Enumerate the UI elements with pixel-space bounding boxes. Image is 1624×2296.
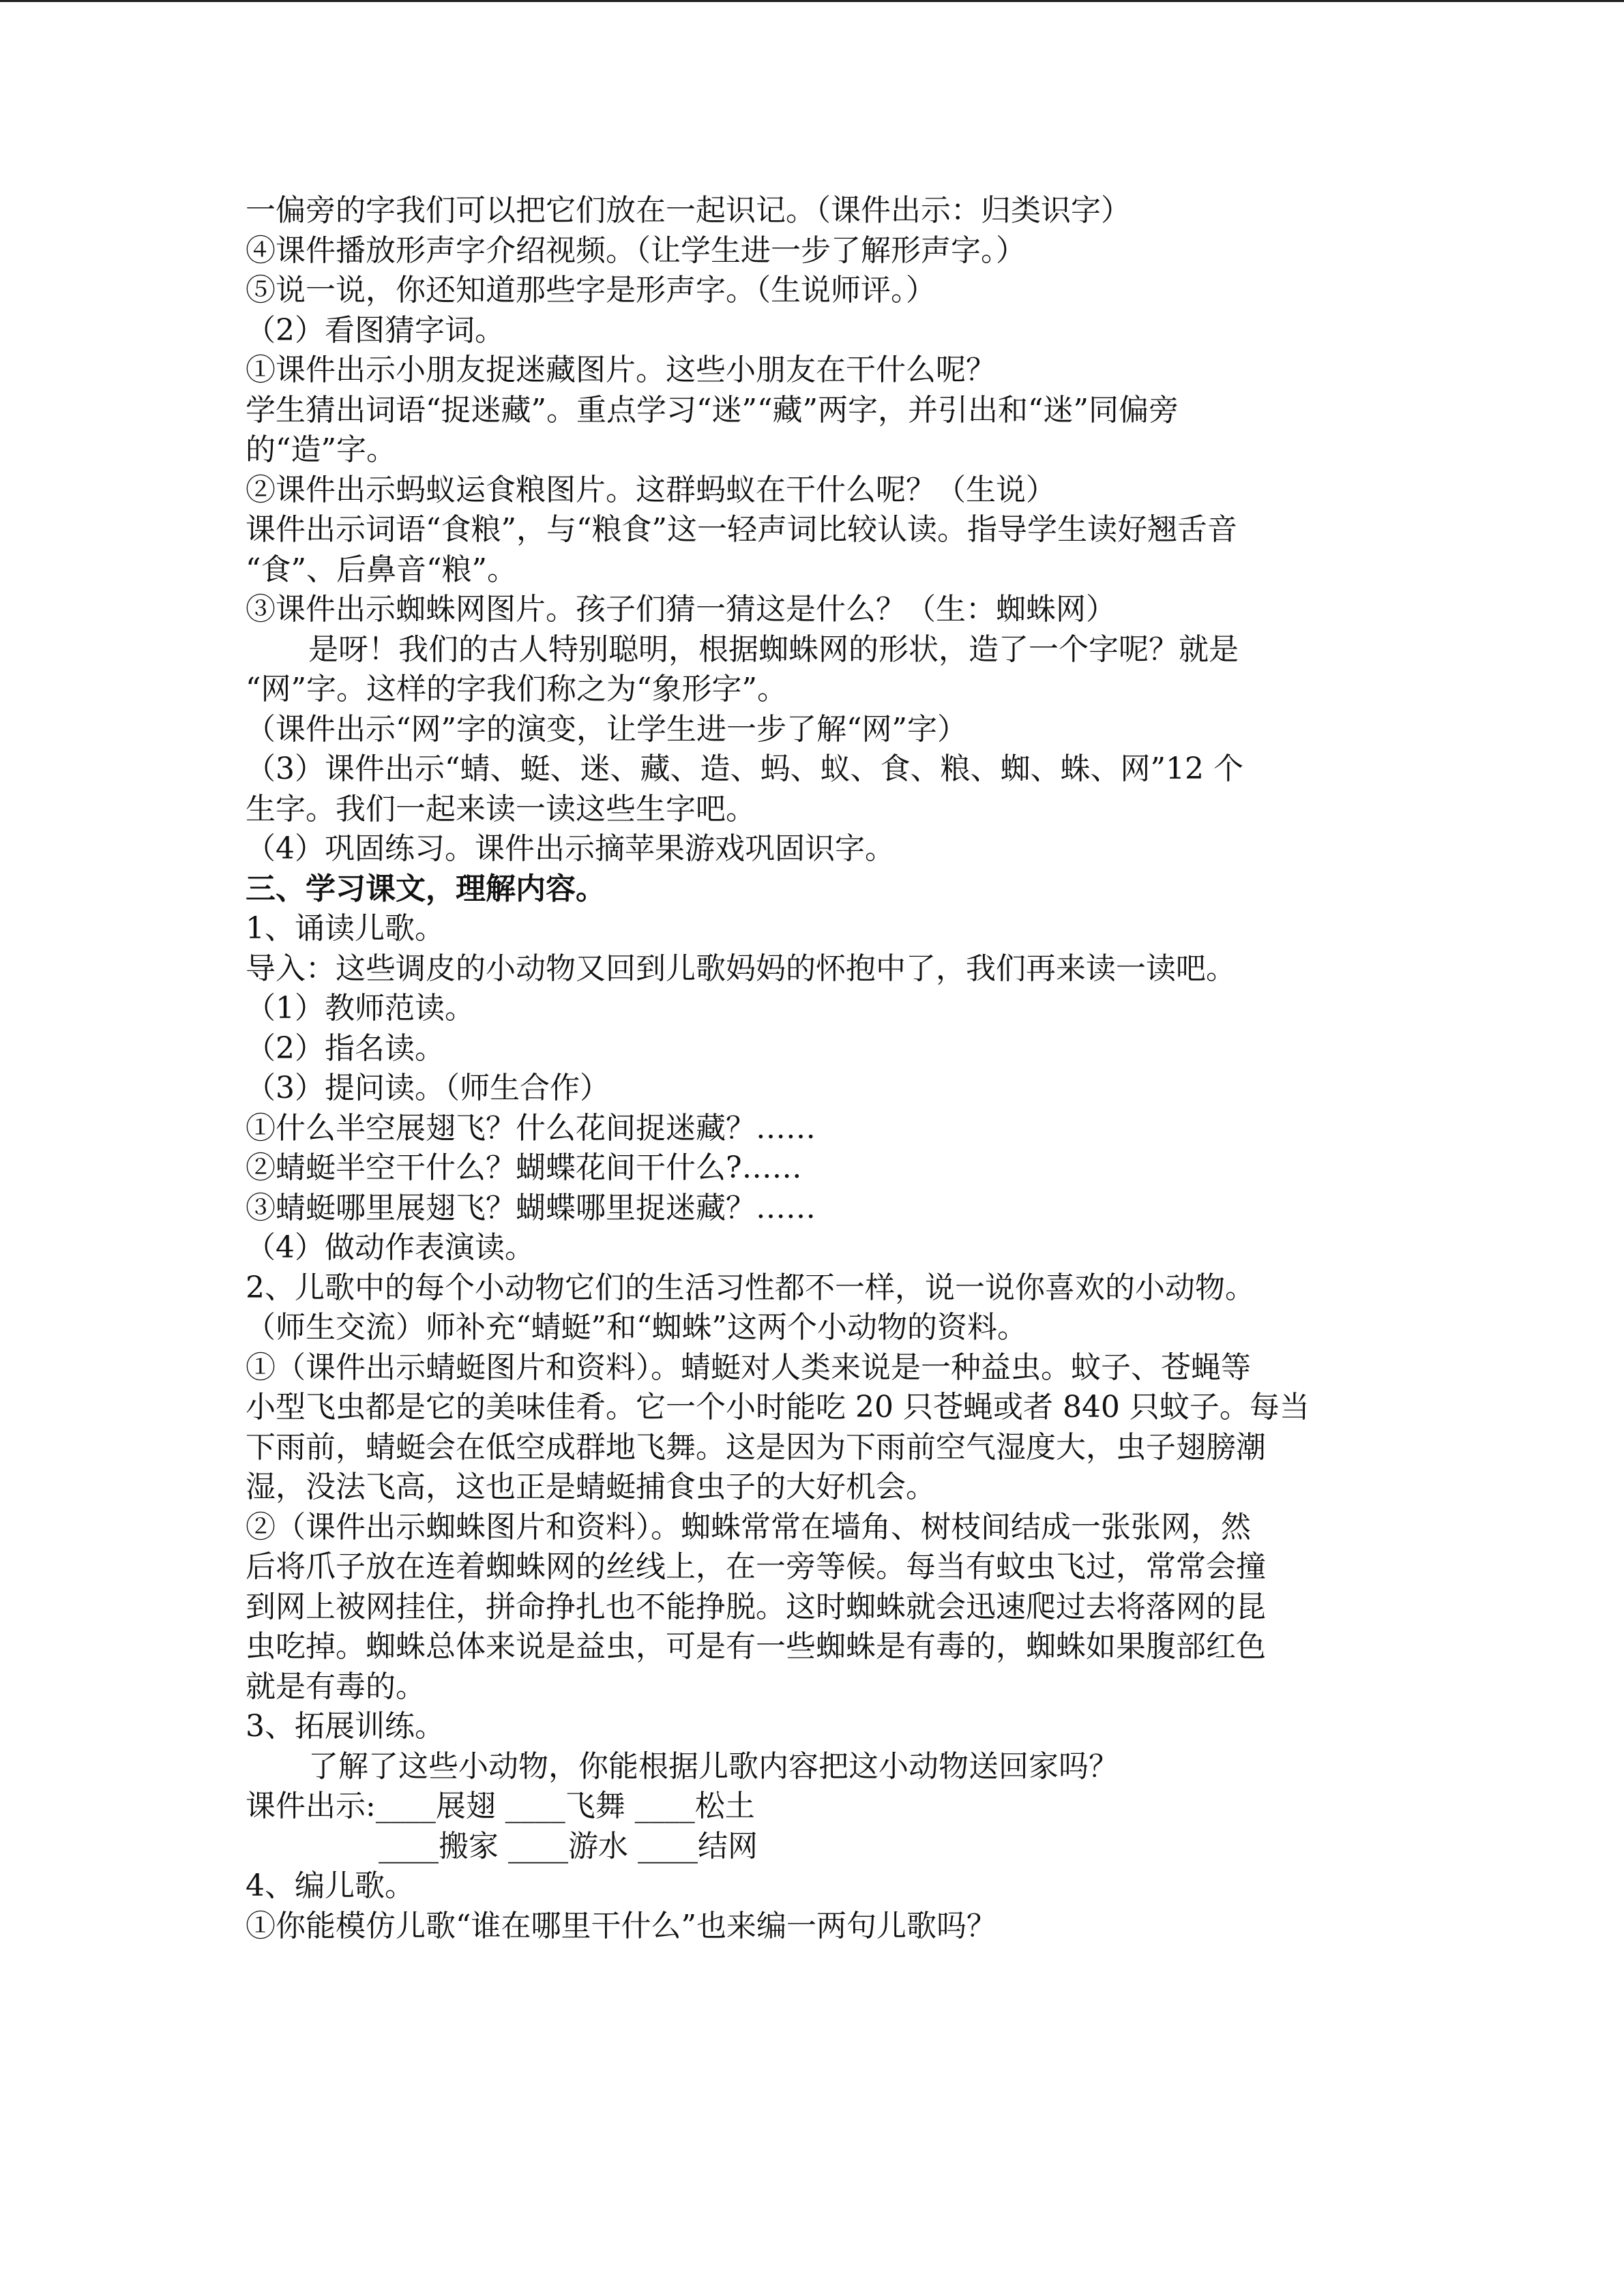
text-line: （3）课件出示“蜻、蜓、迷、藏、造、蚂、蚁、食、粮、蜘、蛛、网”12 个 [246,751,1243,786]
text-line: 的“造”字。 [246,432,396,467]
text-line: 4、编儿歌。 [246,1868,415,1903]
text-line: ④课件播放形声字介绍视频。（让学生进一步了解形声字。） [246,233,1026,268]
text-line: 了解了这些小动物，你能根据儿歌内容把这小动物送回家吗？ [308,1748,1119,1784]
text-line: 是呀！我们的古人特别聪明，根据蜘蛛网的形状，造了一个字呢？就是 [308,631,1239,667]
text-line: （2）看图猜字词。 [246,312,505,348]
text-line: 导入：这些调皮的小动物又回到儿歌妈妈的怀抱中了，我们再来读一读吧。 [246,951,1236,986]
text-line: ①课件出示小朋友捉迷藏图片。这些小朋友在干什么呢？ [246,353,996,387]
text-line: 2、儿歌中的每个小动物它们的生活习性都不一样，说一说你喜欢的小动物。 [246,1270,1255,1305]
text-line: ②课件出示蚂蚁运食粮图片。这群蚂蚁在干什么呢？（生说） [246,472,1056,507]
text-line: 课件出示词语“食粮”，与“粮食”这一轻声词比较认读。指导学生读好翘舌音 [246,512,1237,547]
text-line: “食”、后鼻音“粮”。 [246,552,517,587]
text-line: 学生猜出词语“捉迷藏”。重点学习“迷”“藏”两字，并引出和“迷”同偏旁 [246,392,1179,428]
text-line: 课件出示:____展翅 ____飞舞 ____松土 [246,1789,755,1823]
text-line: （1）教师范读。 [246,991,475,1026]
text-line: （4）做动作表演读。 [246,1230,535,1265]
text-line: 虫吃掉。蜘蛛总体来说是益虫，可是有一些蜘蛛是有毒的，蜘蛛如果腹部红色 [246,1629,1266,1664]
text-line: 下雨前，蜻蜓会在低空成群地飞舞。这是因为下雨前空气湿度大，虫子翅膀潮 [246,1429,1266,1465]
text-line: （3）提问读。（师生合作） [246,1071,610,1105]
text-line: ②蜻蜓半空干什么？蝴蝶花间干什么?…… [246,1150,802,1185]
text-line: 湿，没法飞高，这也正是蜻蜓捕食虫子的大好机会。 [246,1470,936,1504]
text-line: ①（课件出示蜻蜓图片和资料）。蜻蜓对人类来说是一种益虫。蚊子、苍蝇等 [246,1350,1251,1385]
text-line: 3、拓展训练。 [246,1709,445,1744]
text-line: 后将爪子放在连着蜘蛛网的丝线上，在一旁等候。每当有蚊虫飞过，常常会撞 [246,1549,1266,1584]
text-line: 小型飞虫都是它的美味佳肴。它一个小时能吃 20 只苍蝇或者 840 只蚊子。每当 [246,1390,1310,1425]
text-line: ③蜻蜓哪里展翅飞？蝴蝶哪里捉迷藏？…… [246,1190,816,1225]
text-line: （4）巩固练习。课件出示摘苹果游戏巩固识字。 [246,831,895,866]
text-line: ⑤说一说，你还知道那些字是形声字。（生说师评。） [246,273,936,308]
text-line: ③课件出示蜘蛛网图片。孩子们猜一猜这是什么？（生：蜘蛛网） [246,592,1116,627]
text-line: 生字。我们一起来读一读这些生字吧。 [246,791,756,826]
document-page [246,191,1391,1946]
text-line: “网”字。这样的字我们称之为“象形字”。 [246,672,787,706]
text-line: 1、诵读儿歌。 [246,911,445,946]
section-heading: 三、学习课文，理解内容。 [246,871,606,906]
text-line: 一偏旁的字我们可以把它们放在一起识记。（课件出示：归类识字） [246,193,1131,228]
text-line: （2）指名读。 [246,1030,445,1066]
text-line: ①你能模仿儿歌“谁在哪里干什么”也来编一两句儿歌吗？ [246,1908,996,1943]
text-line: 就是有毒的。 [246,1669,426,1704]
text-line: （课件出示“网”字的演变，让学生进一步了解“网”字） [246,711,967,747]
text-line: ①什么半空展翅飞？什么花间捉迷藏？…… [246,1110,816,1146]
page-top-border [0,0,1624,2]
text-line: ____搬家 ____游水 ____结网 [379,1828,758,1864]
text-line: （师生交流）师补充“蜻蜓”和“蜘蛛”这两个小动物的资料。 [246,1310,1027,1345]
text-line: ②（课件出示蜘蛛图片和资料）。蜘蛛常常在墙角、树枝间结成一张张网，然 [246,1509,1251,1545]
text-line: 到网上被网挂住，拼命挣扎也不能挣脱。这时蜘蛛就会迅速爬过去将落网的昆 [246,1589,1266,1624]
